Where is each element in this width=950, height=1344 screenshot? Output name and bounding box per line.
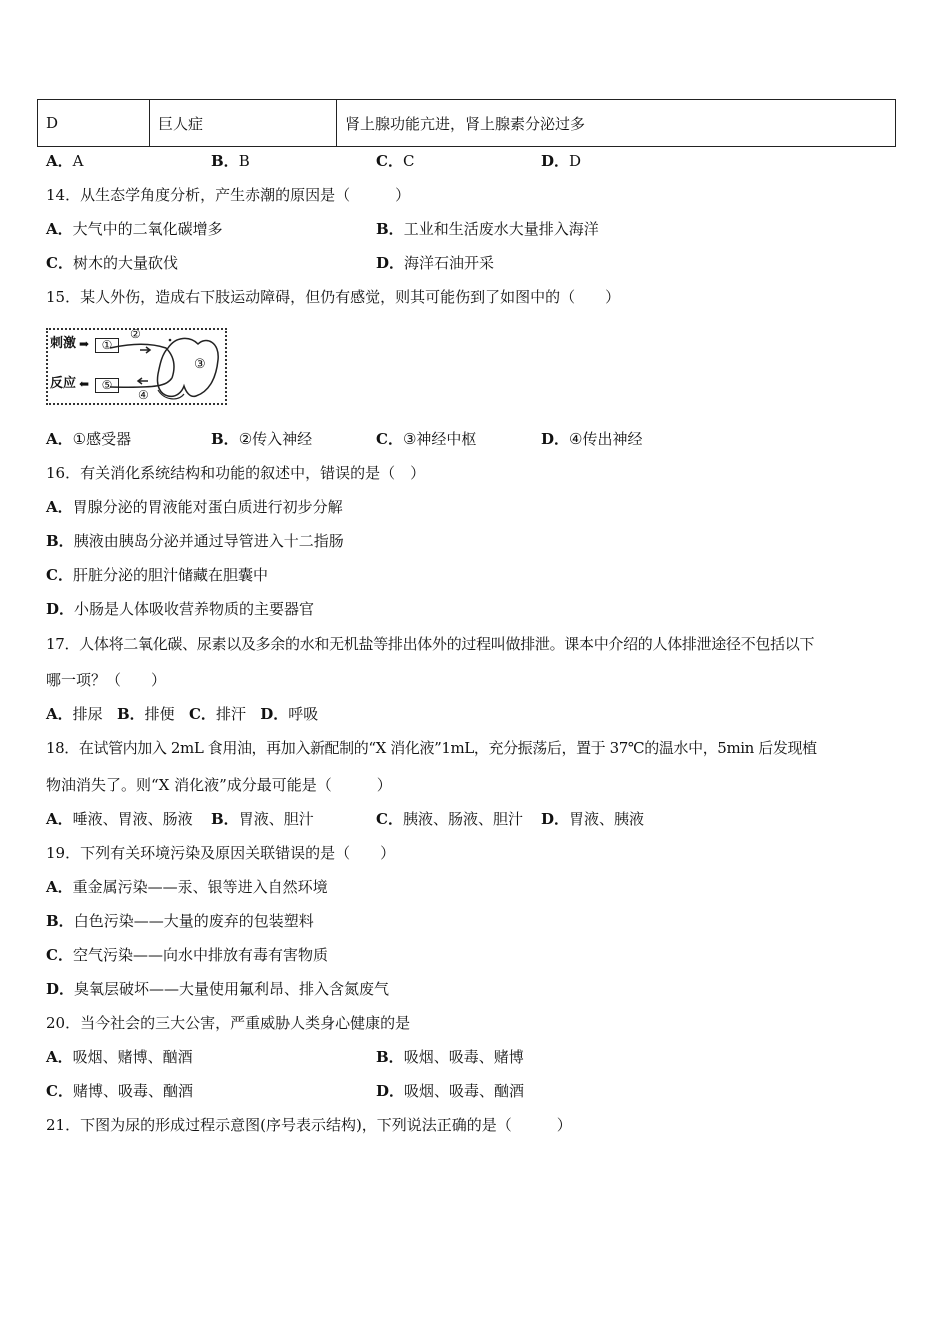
q13-table bbox=[37, 99, 896, 147]
q16-stem: 16．有关消化系统结构和功能的叙述中，错误的是（ ） bbox=[46, 464, 426, 482]
arrow-left-icon: ⬅ bbox=[79, 377, 90, 391]
q15-stem: 15．某人外伤，造成右下肢运动障碍，但仍有感觉，则其可能伤到了如图中的（ ） bbox=[46, 288, 621, 306]
q20-stem: 20．当今社会的三大公害，严重威胁人类身心健康的是 bbox=[46, 1014, 411, 1032]
q18-option-b: B．胃液、胆汁 bbox=[211, 810, 314, 828]
reflex-arc-diagram bbox=[46, 328, 227, 405]
q15-option-d: D．④传出神经 bbox=[541, 430, 643, 448]
q19-option-a: A．重金属污染——汞、银等进入自然环境 bbox=[46, 878, 328, 896]
q21-stem: 21．下图为尿的形成过程示意图(序号表示结构)，下列说法正确的是（ ） bbox=[46, 1116, 572, 1134]
table-cell: D bbox=[38, 100, 150, 147]
q13-option-b: B．B bbox=[211, 152, 250, 170]
q16-option-d: D．小肠是人体吸收营养物质的主要器官 bbox=[46, 600, 315, 618]
q14-option-b: B．工业和生活废水大量排入海洋 bbox=[376, 220, 599, 238]
q20-option-d: D．吸烟、吸毒、酗酒 bbox=[376, 1082, 525, 1100]
q17-options: A．排尿 B．排便 C．排汗 D．呼吸 bbox=[46, 705, 319, 723]
q15-option-b: B．②传入神经 bbox=[211, 430, 313, 448]
q17-stem-line2: 哪一项？（ ） bbox=[46, 671, 167, 689]
stimulus-label: 刺激 bbox=[50, 336, 77, 351]
arrow-right-icon: ➡ bbox=[79, 337, 90, 351]
q13-option-a: A．A bbox=[46, 152, 84, 170]
table-cell: 肾上腺功能亢进，肾上腺素分泌过多 bbox=[337, 100, 896, 147]
node-5-effector: ⑤ bbox=[95, 378, 119, 393]
q19-stem: 19．下列有关环境污染及原因关联错误的是（ ） bbox=[46, 844, 396, 862]
q14-option-d: D．海洋石油开采 bbox=[376, 254, 495, 272]
q18-stem-line1: 18．在试管内加入 2mL 食用油，再加入新配制的“X 消化液”1mL，充分振荡后，置于 37℃的温水中，5min 后发现植 bbox=[46, 739, 817, 757]
q14-stem: 14．从生态学角度分析，产生赤潮的原因是（ ） bbox=[46, 186, 411, 204]
q13-option-c: C．C bbox=[376, 152, 415, 170]
node-1-receptor: ① bbox=[95, 338, 119, 353]
node-3-center-label: ③ bbox=[194, 357, 206, 372]
q18-stem-line2: 物油消失了。则“X 消化液”成分最可能是（ ） bbox=[46, 776, 392, 794]
q19-option-d: D．臭氧层破坏——大量使用氟利昂、排入含氮废气 bbox=[46, 980, 390, 998]
q16-option-a: A．胃腺分泌的胃液能对蛋白质进行初步分解 bbox=[46, 498, 343, 516]
response-label: 反应 bbox=[50, 376, 77, 391]
table-row bbox=[38, 100, 896, 147]
q20-option-c: C．赌博、吸毒、酗酒 bbox=[46, 1082, 193, 1100]
q18-option-a: A．唾液、胃液、肠液 bbox=[46, 810, 193, 828]
q19-option-c: C．空气污染——向水中排放有毒有害物质 bbox=[46, 946, 328, 964]
q16-option-c: C．肝脏分泌的胆汁储藏在胆囊中 bbox=[46, 566, 268, 584]
q15-option-c: C．③神经中枢 bbox=[376, 430, 477, 448]
q13-option-d: D．D bbox=[541, 152, 582, 170]
q14-option-a: A．大气中的二氧化碳增多 bbox=[46, 220, 223, 238]
q20-option-a: A．吸烟、赌博、酗酒 bbox=[46, 1048, 193, 1066]
node-4-efferent-label: ④ bbox=[138, 388, 149, 402]
table-cell: 巨人症 bbox=[150, 100, 337, 147]
q18-option-d: D．胃液、胰液 bbox=[541, 810, 645, 828]
q15-option-a: A．①感受器 bbox=[46, 430, 132, 448]
q20-option-b: B．吸烟、吸毒、赌博 bbox=[376, 1048, 524, 1066]
q16-option-b: B．胰液由胰岛分泌并通过导管进入十二指肠 bbox=[46, 532, 344, 550]
q14-option-c: C．树木的大量砍伐 bbox=[46, 254, 178, 272]
q19-option-b: B．白色污染——大量的废弃的包装塑料 bbox=[46, 912, 314, 930]
q18-option-c: C．胰液、肠液、胆汁 bbox=[376, 810, 523, 828]
node-2-afferent-label: ② bbox=[130, 327, 141, 341]
q17-stem-line1: 17．人体将二氧化碳、尿素以及多余的水和无机盐等排出体外的过程叫做排泄。课本中介绍的人体排泄途径不包括以下 bbox=[46, 635, 815, 653]
